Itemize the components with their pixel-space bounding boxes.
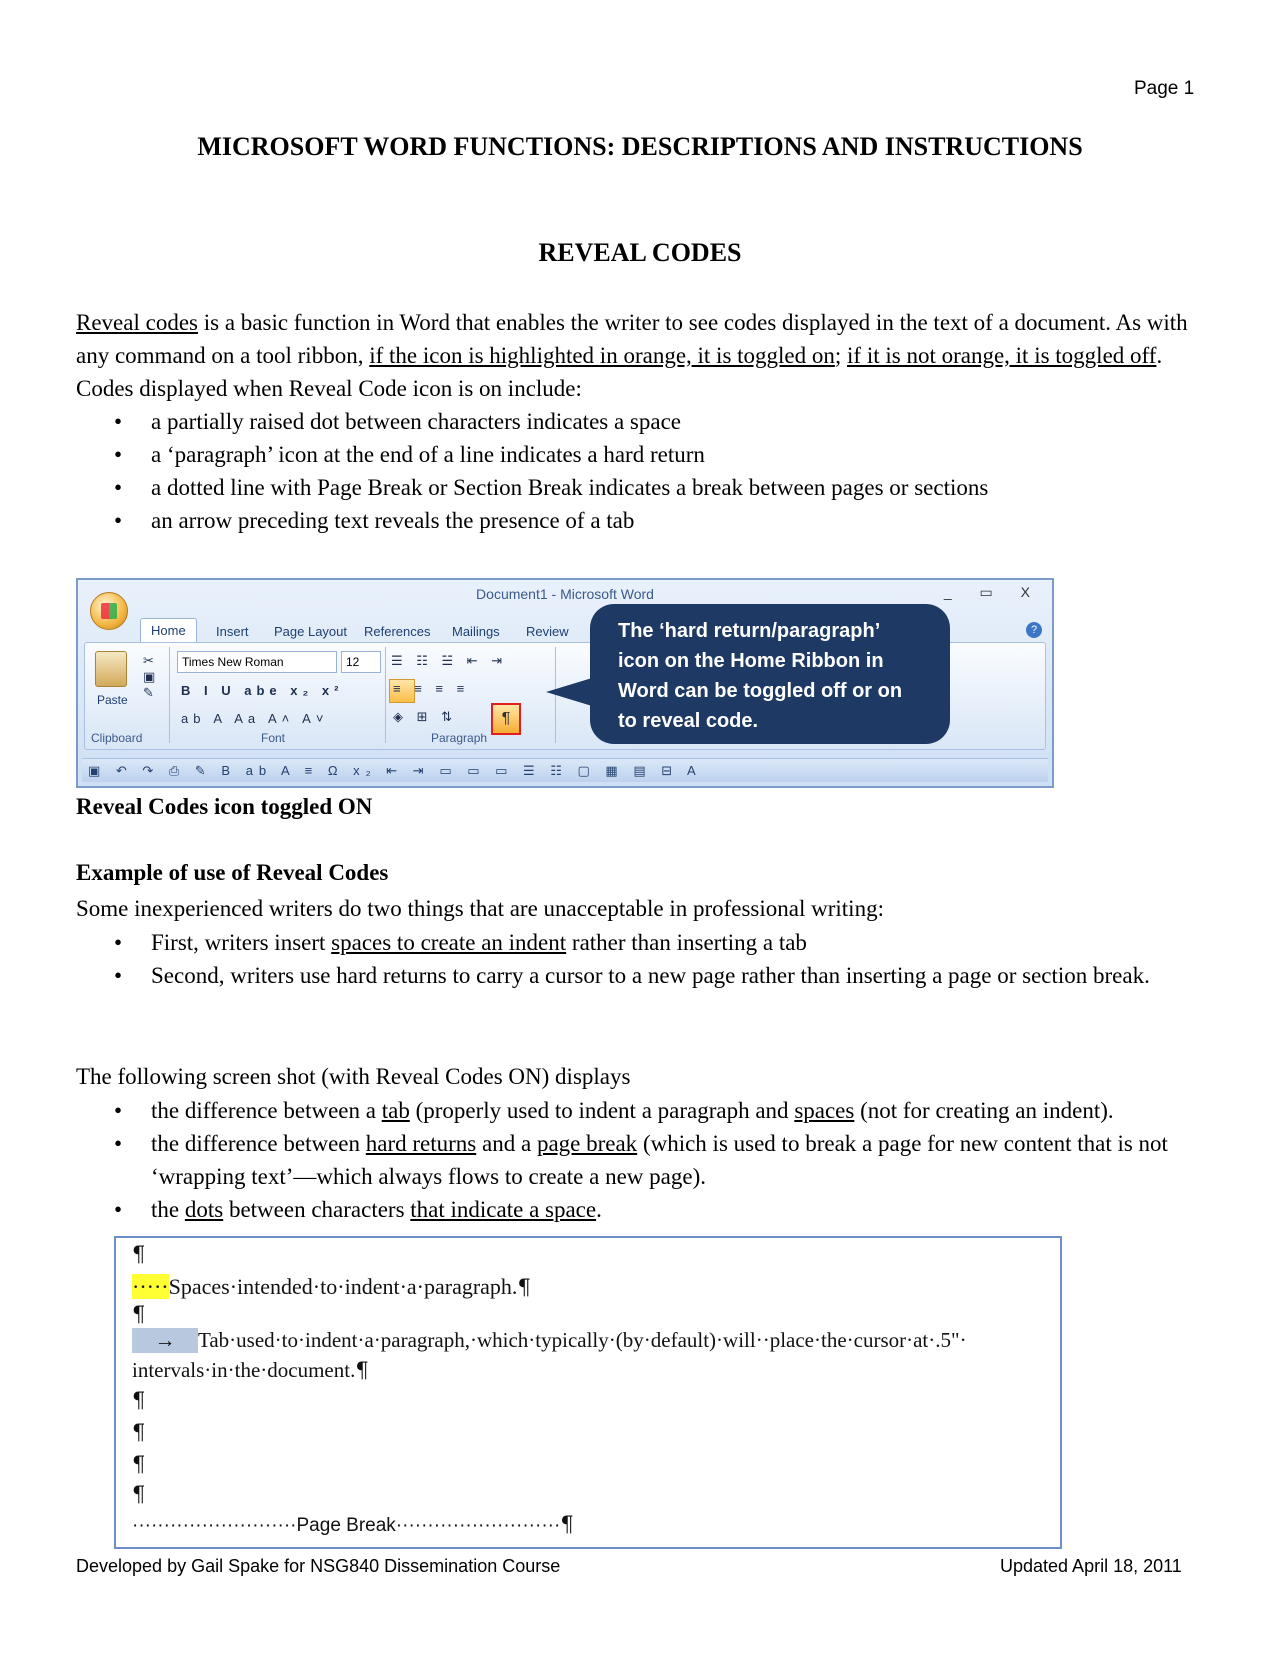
display-2-b: and a xyxy=(476,1131,537,1156)
tab-line-2-text: intervals·in·the·document. xyxy=(132,1358,356,1382)
main-title: MICROSOFT WORD FUNCTIONS: DESCRIPTIONS AND INSTRUCTIONS xyxy=(197,132,1083,161)
help-icon[interactable]: ? xyxy=(1026,622,1042,638)
shading-icons[interactable]: ◈ ⊞ ⇅ xyxy=(393,709,458,724)
pilcrow-mark: ¶ xyxy=(132,1482,146,1506)
list-item xyxy=(76,1193,1206,1226)
display-1-c: (not for creating an indent). xyxy=(854,1098,1114,1123)
display-3-u2: that indicate a space xyxy=(410,1197,597,1222)
pilcrow-mark: ¶ xyxy=(355,1358,369,1382)
display-2-u1: hard returns xyxy=(365,1131,477,1156)
tab-insert[interactable]: Insert xyxy=(216,624,249,639)
window-buttons[interactable]: _ ▭ X xyxy=(943,584,1042,600)
font-size-select[interactable]: 12 xyxy=(341,651,381,673)
font-color-icons[interactable]: ab A Aa A˄ A˅ xyxy=(181,711,329,726)
tab-page-layout[interactable]: Page Layout xyxy=(274,624,348,639)
display-3-u1: dots xyxy=(184,1197,224,1222)
tab-home[interactable]: Home xyxy=(140,618,197,642)
tab-review[interactable]: Review xyxy=(526,624,569,639)
tab-references[interactable]: References xyxy=(364,624,431,639)
tab-mailings[interactable]: Mailings xyxy=(452,624,500,639)
page-break-text: ··························Page Break·························· xyxy=(132,1515,561,1536)
example-heading: Example of use of Reveal Codes xyxy=(76,860,389,885)
divider xyxy=(385,647,386,743)
callout-bubble: The ‘hard return/paragraph’ icon on the Home Ribbon in Word can be toggled off or on to reveal code. xyxy=(590,604,950,744)
pilcrow-mark: ¶ xyxy=(132,1388,146,1412)
pilcrow-mark: ¶ xyxy=(560,1512,574,1536)
callout-tail xyxy=(546,678,592,706)
window-title: Document1 - Microsoft Word xyxy=(476,586,654,602)
font-format-icons[interactable]: B I U abe x₂ x² xyxy=(181,683,344,698)
displays-list xyxy=(76,1094,1206,1226)
font-name-select[interactable]: Times New Roman xyxy=(177,651,337,673)
display-1-u1: tab xyxy=(381,1098,410,1123)
clipboard-icons[interactable]: ✂ ▣ ✎ xyxy=(143,653,158,700)
page-break-line xyxy=(132,1512,574,1537)
group-paragraph-label: Paragraph xyxy=(431,731,488,745)
example-intro: Some inexperienced writers do two things that are unacceptable in professional writing: xyxy=(76,896,884,921)
reveal-codes-example xyxy=(114,1236,1062,1549)
section-title: REVEAL CODES xyxy=(538,238,742,267)
word-ribbon-screenshot xyxy=(76,578,1054,788)
tab-line-2 xyxy=(132,1358,369,1383)
intro-text-3: . Codes displayed when Reveal Code icon is on include: xyxy=(76,343,1163,401)
show-hide-pilcrow-button[interactable]: ¶ xyxy=(491,703,521,735)
divider xyxy=(169,647,170,743)
display-1-a: the difference between a xyxy=(151,1098,382,1123)
list-item xyxy=(76,1094,1206,1127)
intro-link-on: if the icon is highlighted in orange, it is toggled on xyxy=(369,343,835,368)
intro-term: Reveal codes xyxy=(76,310,198,335)
group-font-label: Font xyxy=(261,731,286,745)
spaces-line xyxy=(132,1274,531,1300)
page-number: Page 1 xyxy=(1134,78,1195,99)
display-1-u2: spaces xyxy=(794,1098,855,1123)
tab-line xyxy=(132,1328,967,1353)
quick-access-toolbar[interactable]: ▣ ↶ ↷ ⎙ ✎ B ab A ≡ Ω x₂ ⇤ ⇥ ▭ ▭ ▭ ☰ ☷ ▢ ▦ ▤ ⊟ A xyxy=(82,758,1048,782)
codes-list xyxy=(76,405,1206,537)
pilcrow-mark: ¶ xyxy=(132,1452,146,1476)
pilcrow-mark: ¶ xyxy=(517,1275,531,1299)
pilcrow-mark: ¶ xyxy=(132,1420,146,1444)
space-dots: ····· xyxy=(132,1274,169,1299)
display-2-u2: page break xyxy=(536,1131,638,1156)
list-icons[interactable]: ☰ ☷ ☱ ⇤ ⇥ xyxy=(391,653,508,668)
display-3-a: the xyxy=(151,1197,185,1222)
align-icons[interactable]: ≡ ≡ ≡ ≡ xyxy=(393,681,470,696)
display-2-a: the difference between xyxy=(151,1131,366,1156)
display-2-c: (which is used to break a page for new content that is not ‘wrapping text’—which always flows to create a new page). xyxy=(151,1131,1168,1189)
tab-line-text: Tab·used·to·indent·a·paragraph,·which·typically·(by·default)·will··place·the·cursor·at·.5"· xyxy=(198,1328,967,1352)
list-item xyxy=(76,1127,1206,1193)
first-practice-b: rather than inserting a tab xyxy=(566,930,807,955)
first-practice-a: First, writers insert xyxy=(151,930,332,955)
intro-link-off: if it is not orange, it is toggled off xyxy=(847,343,1157,368)
footer-left: Developed by Gail Spake for NSG840 Dissemination Course xyxy=(76,1556,561,1576)
list-item: • a dotted line with Page Break or Section Break indicates a break between pages or sections xyxy=(76,471,1206,504)
list-item: • a ‘paragraph’ icon at the end of a line indicates a hard return xyxy=(76,438,1206,471)
footer-right: Updated April 18, 2011 xyxy=(1000,1556,1182,1576)
list-item: • Second, writers use hard returns to carry a cursor to a new page rather than inserting a page or section break. xyxy=(76,959,1206,992)
pilcrow-mark: ¶ xyxy=(132,1242,146,1266)
list-item xyxy=(76,926,1206,959)
intro-text-2: ; xyxy=(834,343,848,368)
screenshot-intro: The following screen shot (with Reveal Codes ON) displays xyxy=(76,1064,631,1089)
group-clipboard-label: Clipboard xyxy=(91,731,143,745)
intro-text-1: is a basic function in Word that enables the writer to see codes displayed in the text of a document. As with any command on a tool ribbon, xyxy=(76,310,1188,368)
paste-icon[interactable] xyxy=(95,651,127,687)
bad-practices-list xyxy=(76,926,1206,992)
tab-arrow-icon: → xyxy=(132,1328,198,1353)
list-item: • an arrow preceding text reveals the presence of a tab xyxy=(76,504,1206,537)
pilcrow-mark: ¶ xyxy=(132,1302,146,1326)
display-1-b: (properly used to indent a paragraph and xyxy=(409,1098,795,1123)
figure-caption: Reveal Codes icon toggled ON xyxy=(76,794,373,819)
display-3-b: between characters xyxy=(223,1197,411,1222)
paste-label: Paste xyxy=(97,693,128,707)
list-item: • a partially raised dot between characters indicates a space xyxy=(76,405,1206,438)
first-practice-underlined: spaces to create an indent xyxy=(331,930,567,955)
intro-paragraph xyxy=(76,306,1196,405)
display-3-c: . xyxy=(596,1197,602,1222)
spaces-line-text: Spaces·intended·to·indent·a·paragraph. xyxy=(168,1274,518,1299)
